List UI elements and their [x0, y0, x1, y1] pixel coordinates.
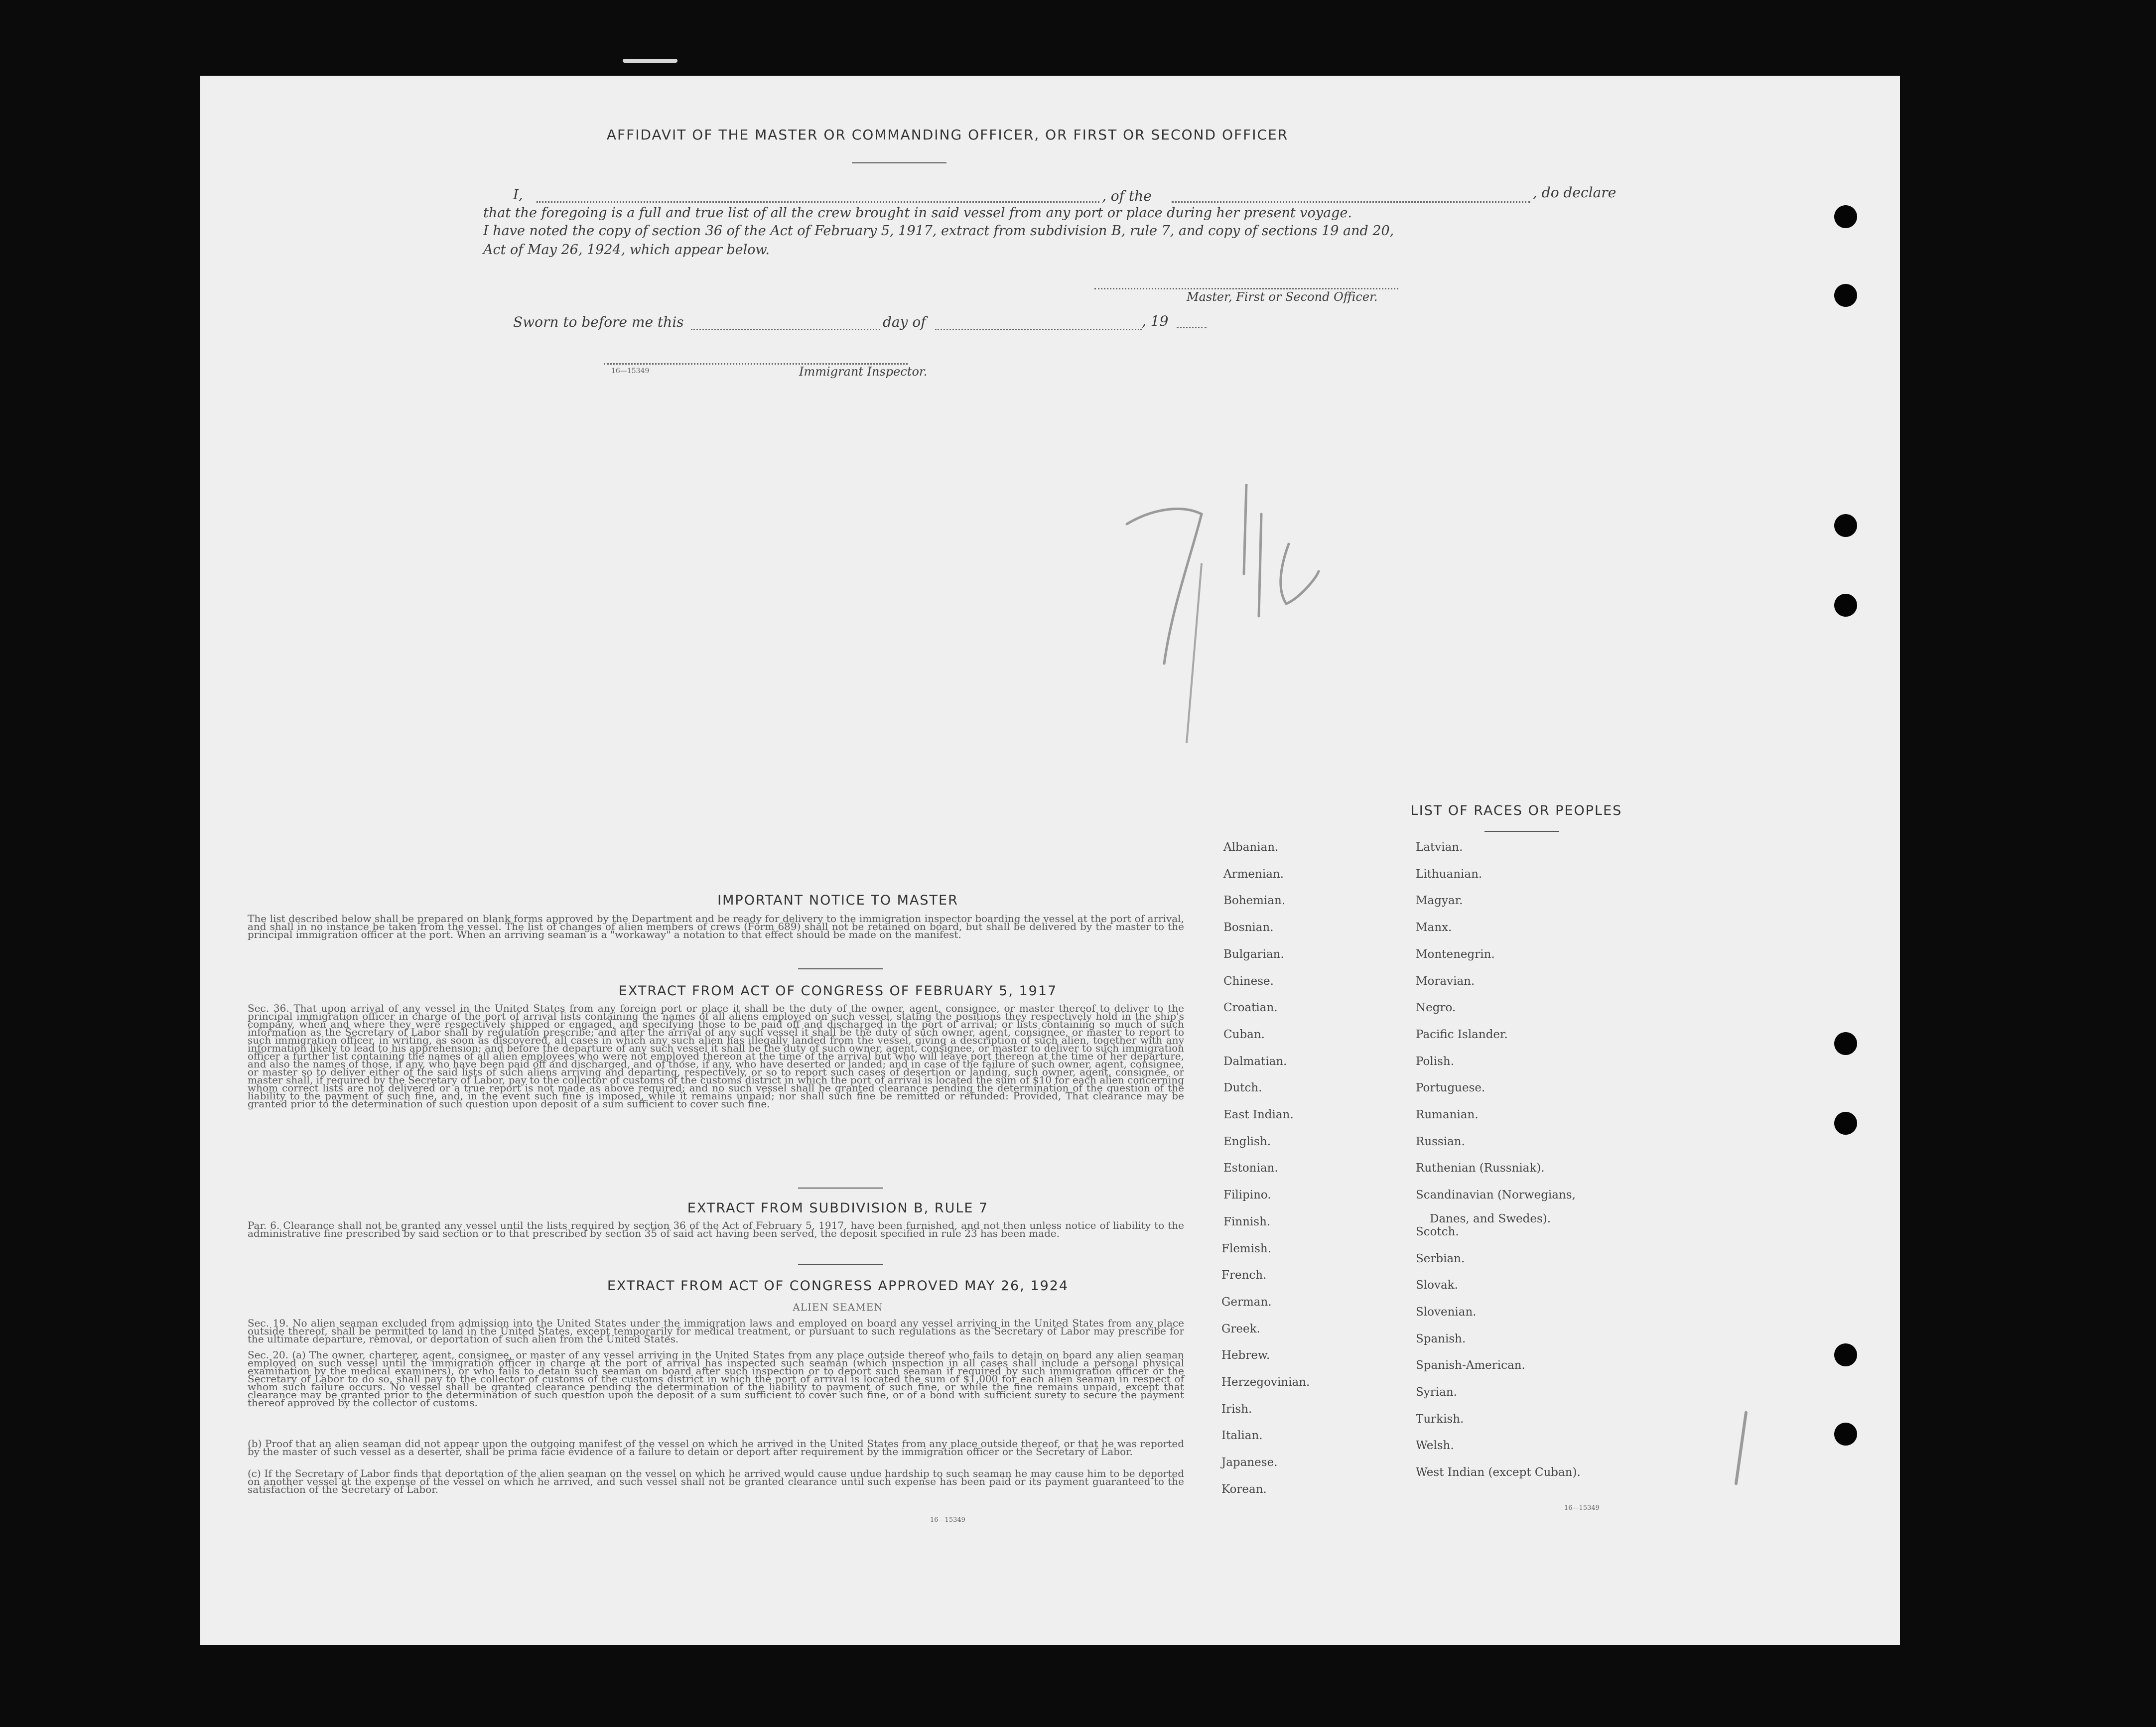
races-title: LIST OF RACES OR PEOPLES: [1410, 803, 1622, 818]
affidavit-i: I,: [513, 186, 523, 203]
race-item: Dutch.: [1223, 1081, 1262, 1095]
race-item: Finnish.: [1223, 1215, 1271, 1228]
affidavit-line2: that the foregoing is a full and true list of all the crew brought in said vessel from any port or place during her present voyage.: [483, 205, 1352, 221]
race-item: Turkish.: [1416, 1412, 1464, 1426]
binder-hole: [1834, 594, 1857, 617]
pencil-stroke: [1244, 484, 1246, 574]
race-item: Rumanian.: [1416, 1108, 1479, 1121]
race-item: Montenegrin.: [1416, 947, 1495, 961]
race-item: Moravian.: [1416, 974, 1475, 988]
affidavit-form-no: 16—15349: [611, 367, 650, 375]
master-signature-blank: [1094, 288, 1398, 289]
race-item: Italian.: [1221, 1429, 1263, 1443]
race-item: Serbian.: [1416, 1252, 1465, 1265]
race-item: Ruthenian (Russniak).: [1416, 1162, 1545, 1175]
race-item: Dalmatian.: [1223, 1055, 1287, 1068]
binder-hole: [1834, 1343, 1857, 1366]
pencil-stroke: [1187, 564, 1202, 743]
document-page: [200, 76, 1900, 1645]
race-item: Japanese.: [1221, 1456, 1278, 1469]
pencil-stroke: [1127, 509, 1202, 664]
act-1924-title: EXTRACT FROM ACT OF CONGRESS APPROVED MAY 26, 1924: [607, 1278, 1069, 1294]
race-item: Albanian.: [1223, 841, 1279, 854]
pencil-stroke: [1281, 544, 1319, 604]
race-item: East Indian.: [1223, 1108, 1294, 1121]
race-item: Russian.: [1416, 1135, 1465, 1148]
binder-hole: [1834, 1032, 1857, 1055]
affidavit-of-the: , of the: [1102, 188, 1152, 204]
race-item: Spanish-American.: [1416, 1359, 1525, 1372]
notice-text: The list described below shall be prepared on blank forms approved by the Department and be ready for delivery to the immigration inspector boarding the vessel at the port of arrival, and shall in no instance be taken from the vessel. The list of changes of alien members of crews (Form 689) shall not be retained on board, but shall be delivered by the master to the principal immigration officer at the port. When an arriving seaman is a "workaway" a notation to that effect should be made on the manifest.: [248, 913, 1184, 940]
race-item: English.: [1223, 1135, 1271, 1148]
sec19-text: Sec. 19. No alien seaman excluded from admission into the United States under the immigration laws and employed on board any vessel arriving in the United States from any place outside thereof, shall be permitted to land in the United States, except temporarily for medical treatment, or pursuant to such regulations as the Secretary of Labor may prescribe for the ultimate departure, removal, or deportation of such alien from the United States.: [248, 1317, 1184, 1345]
race-item: Portuguese.: [1416, 1081, 1485, 1095]
race-item: Hebrew.: [1221, 1349, 1270, 1362]
rule7-title: EXTRACT FROM SUBDIVISION B, RULE 7: [687, 1200, 989, 1216]
vessel-blank: [1172, 201, 1530, 203]
race-item: Korean.: [1221, 1482, 1267, 1496]
inspector-label: Immigrant Inspector.: [799, 365, 928, 379]
race-item: Latvian.: [1416, 841, 1463, 854]
rule7-text: Par. 6. Clearance shall not be granted any vessel until the lists required by section 36 of the Act of February 5, 1917, have been furnished, and not then unless notice of liability to the administrative fine prescribed by said section or to that prescribed by section 35 of said act having been served, the deposit specified in rule 23 has been made.: [248, 1219, 1184, 1239]
race-item: Bosnian.: [1223, 921, 1274, 934]
race-item: Greek.: [1221, 1322, 1260, 1335]
race-item: Bohemian.: [1223, 894, 1286, 908]
pencil-stroke: [1259, 514, 1261, 616]
affidavit-title: AFFIDAVIT OF THE MASTER OR COMMANDING OFFICER, OR FIRST OR SECOND OFFICER: [606, 127, 1289, 143]
race-item: Welsh.: [1416, 1439, 1454, 1453]
race-item: Scandinavian (Norwegians,: [1416, 1189, 1576, 1202]
race-item: Irish.: [1221, 1402, 1252, 1416]
race-item: Chinese.: [1223, 974, 1274, 988]
master-label: Master, First or Second Officer.: [1187, 290, 1378, 304]
section-rule: [798, 968, 883, 969]
binder-hole: [1834, 284, 1857, 307]
sworn-label: Sworn to before me this: [513, 314, 684, 330]
paper-scrap: [623, 59, 677, 63]
act-1924-form-no: 16—15349: [930, 1516, 965, 1524]
sworn-month-blank: [935, 329, 1142, 330]
race-item: German.: [1221, 1295, 1272, 1309]
notice-title: IMPORTANT NOTICE TO MASTER: [717, 893, 958, 908]
binder-hole: [1834, 205, 1857, 228]
race-item: Scotch.: [1416, 1225, 1459, 1238]
race-scandinavian-cont: Danes, and Swedes).: [1430, 1212, 1551, 1225]
race-item: Slovenian.: [1416, 1305, 1477, 1319]
affidavit-declare: , do declare: [1533, 184, 1617, 201]
races-form-no: 16—15349: [1564, 1504, 1600, 1512]
pencil-annotation: [1117, 484, 1326, 743]
section-rule: [798, 1264, 883, 1265]
race-item: Bulgarian.: [1223, 947, 1284, 961]
race-item: Spanish.: [1416, 1332, 1466, 1345]
alien-seamen-subtitle: ALIEN SEAMEN: [793, 1301, 883, 1313]
section-rule: [798, 1188, 883, 1189]
sec20a-text: Sec. 20. (a) The owner, charterer, agent, consignee, or master of any vessel arriving in the United States from any place outside thereof who fails to detain on board any alien seaman employed on such vessel until the immigration officer in charge at the port of arrival has inspected such seaman (which inspection in all cases shall include a personal physical examination by the medical examiners), or who fails to detain such seaman on board after such inspection or to deport such seaman if required by such immigration officer or the Secretary of Labor to do so, shall pay to the collector of customs of the customs district in which the port of arrival is located the sum of $1,000 for each alien seaman in respect of whom such failure occurs. No vessel shall be granted clearance pending the determination of the liability to payment of such fine, or while the fine remains unpaid, except that clearance may be granted prior to the determination of such question upon the deposit of a sum sufficient to cover such fine, or of a bond with sufficient surety to secure the payment thereof approved by the collector of customs.: [248, 1349, 1184, 1409]
race-item: Armenian.: [1223, 867, 1284, 881]
binder-hole: [1834, 514, 1857, 537]
race-item: Manx.: [1416, 921, 1452, 934]
sec20c-text: (c) If the Secretary of Labor finds that deportation of the alien seaman on the vessel on which he arrived would cause undue hardship to such seaman he may cause him to be deported on another vessel at the expense of the vessel on which he arrived, and such vessel shall not be granted clearance until such expense has been paid or its payment guaranteed to the satisfaction of the Secretary of Labor.: [248, 1467, 1184, 1495]
act-1917-title: EXTRACT FROM ACT OF CONGRESS OF FEBRUARY 5, 1917: [618, 983, 1058, 999]
title-rule: [852, 162, 946, 163]
affidavit-line3: I have noted the copy of section 36 of the Act of February 5, 1917, extract from subdivision B, rule 7, and copy of sections 19 and 20,: [483, 223, 1394, 239]
race-item: Croatian.: [1223, 1001, 1278, 1015]
race-item: Estonian.: [1223, 1162, 1278, 1175]
sworn-day-blank: [691, 329, 880, 330]
year-label: , 19: [1142, 313, 1169, 329]
race-item: Flemish.: [1221, 1242, 1272, 1255]
race-item: Filipino.: [1223, 1189, 1271, 1202]
binder-hole: [1834, 1112, 1857, 1135]
race-item: French.: [1221, 1269, 1267, 1282]
sec20b-text: (b) Proof that an alien seaman did not appear upon the outgoing manifest of the vessel on which he arrived in the United States from any place outside thereof, or that he was reported by the master of such vessel as a deserter, shall be prima facie evidence of a failure to detain or deport after requirement by the immigration officer or the Secretary of Labor.: [248, 1438, 1184, 1458]
day-of-label: day of: [883, 314, 926, 330]
binder-hole: [1834, 1423, 1857, 1446]
act-1917-text: Sec. 36. That upon arrival of any vessel in the United States from any foreign port or place it shall be the duty of the owner, agent, consignee, or master thereof to deliver to the principal immigration officer in charge of the port of arrival lists containing the names of all aliens employed on such vessel, stating the positions they respectively hold in the ship's company, when and where they were respectively shipped or engaged, and specifying those to be paid off and discharged in the port of arrival; or lists containing so much of such information as the Secretary of Labor shall by regulation prescribe; and after the arrival of any such vessel it shall be the duty of such owner, agent, consignee, or master to report to such immigration officer, in writing, as soon as discovered, all cases in which any such alien has illegally landed from the vessel, giving a description of such alien, together with any information likely to lead to his apprehension; and before the departure of any such vessel it shall be the duty of such owner, agent, consignee, or master to deliver to such immigration officer a further list containing the names of all alien employees who were not employed thereon at the time of the arrival but who will leave port thereon at the time of her departure, and also the names of those, if any, who have been paid off and discharged, and of those, if any, who have deserted or landed; and in case of the failure of such owner, agent, consignee, or master so to deliver either of the said lists of such aliens arriving and departing, respectively, or so to report such cases of desertion or landing, such owner, agent, consignee, or master shall, if required by the Secretary of Labor, pay to the collector of customs of the customs district in which the port of arrival is located the sum of $10 for each alien concerning whom correct lists are not delivered or a true report is not made as above required; and no such vessel shall be granted clearance pending the determination of the question of the liability to the payment of such fine, and, in the event such fine is imposed, while it remains unpaid; nor shall such fine be remitted or refunded: Provided, That clearance may be granted prior to the determination of such question upon deposit of a sum sufficient to cover such fine.: [248, 1002, 1184, 1110]
race-item: Pacific Islander.: [1416, 1028, 1508, 1041]
race-item: Syrian.: [1416, 1386, 1457, 1399]
year-blank: [1177, 327, 1207, 328]
race-item: Slovak.: [1416, 1279, 1458, 1292]
races-title-rule: [1484, 831, 1559, 832]
affidavit-line4: Act of May 26, 1924, which appear below.: [483, 242, 770, 258]
pencil-mark: [1735, 1411, 1748, 1485]
name-blank: [537, 201, 1099, 203]
race-item: Magyar.: [1416, 894, 1463, 908]
race-item: Lithuanian.: [1416, 867, 1482, 881]
race-item: Polish.: [1416, 1055, 1455, 1068]
race-item: Negro.: [1416, 1001, 1456, 1015]
race-item: West Indian (except Cuban).: [1416, 1466, 1581, 1479]
race-item: Cuban.: [1223, 1028, 1265, 1041]
race-item: Herzegovinian.: [1221, 1376, 1310, 1389]
